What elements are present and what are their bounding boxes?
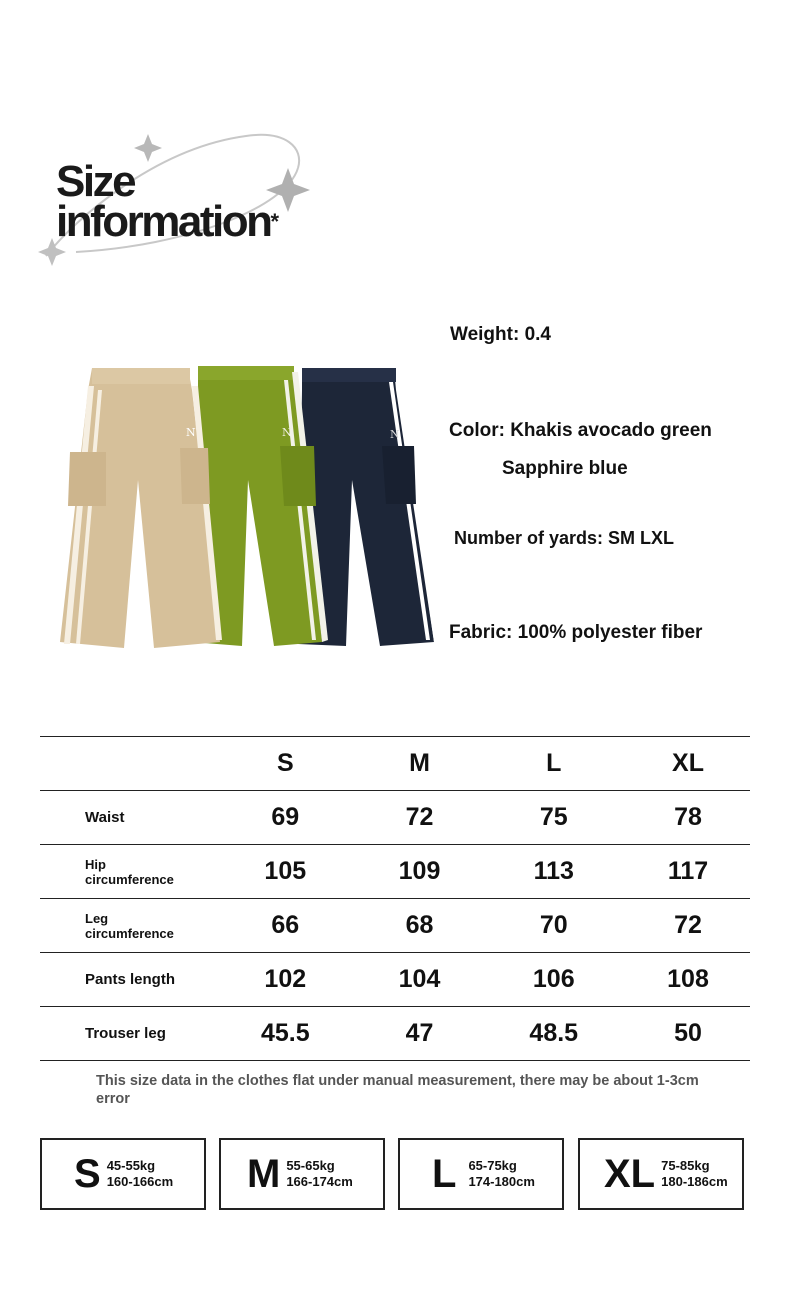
- weight-text: Weight: 0.4: [450, 324, 551, 345]
- size-guide-weight: 75-85kg: [661, 1158, 710, 1173]
- asterisk-icon: *: [270, 209, 280, 234]
- table-row: [40, 1007, 750, 1061]
- row-label-waist: Waist: [85, 809, 125, 826]
- header-size-m: M: [409, 749, 430, 777]
- table-header-row: [40, 737, 750, 791]
- table-cell: 72: [674, 911, 702, 939]
- row-label-trouser-leg: Trouser leg: [85, 1025, 166, 1042]
- header-size-xl: XL: [672, 749, 704, 777]
- table-cell: 72: [405, 803, 434, 831]
- size-guide-weight: 55-65kg: [286, 1158, 335, 1173]
- table-cell: 104: [398, 965, 441, 993]
- row-label-pants-length: Pants length: [85, 971, 176, 988]
- table-cell: 109: [398, 857, 441, 885]
- table-cell: 48.5: [529, 1019, 579, 1047]
- table-cell: 102: [264, 965, 307, 993]
- measurement-note: This size data in the clothes flat under manual measurement, there may be about 1-3cm error: [96, 1073, 699, 1107]
- size-guide-height: 180-186cm: [661, 1174, 728, 1189]
- color-text-continued: Sapphire blue: [502, 458, 628, 479]
- table-cell: 117: [667, 857, 709, 885]
- table-cell: 50: [674, 1019, 702, 1047]
- size-guide-details: [661, 1158, 728, 1190]
- row-label-hip: Hip circumference: [85, 856, 174, 887]
- brand-mark-icon: N: [390, 428, 400, 441]
- table-cell: 113: [533, 857, 574, 885]
- size-guide-box-l: [398, 1138, 564, 1210]
- header-size-s: S: [276, 749, 294, 777]
- size-information-logo: [36, 128, 336, 268]
- size-guide-weight: 65-75kg: [468, 1158, 517, 1173]
- table-row: [40, 845, 750, 899]
- table-cell: 106: [532, 965, 575, 993]
- table-cell: 105: [264, 857, 307, 885]
- table-cell: 69: [271, 803, 300, 831]
- product-image-three-pants: [52, 360, 437, 657]
- table-cell: 75: [539, 803, 568, 831]
- size-guide-height: 160-166cm: [106, 1174, 174, 1189]
- table-cell: 78: [674, 803, 702, 831]
- brand-mark-icon: N: [282, 426, 292, 439]
- table-cell: 68: [405, 911, 434, 939]
- pants-khaki: [60, 368, 222, 648]
- table-cell: 45.5: [260, 1019, 310, 1047]
- size-guide-letter: XL: [604, 1152, 656, 1196]
- table-cell: 70: [539, 911, 568, 939]
- table-row: [40, 791, 750, 845]
- table-row: [40, 953, 750, 1007]
- table-row: [40, 899, 750, 953]
- size-guide-letter: M: [247, 1152, 281, 1196]
- size-guide-details: [468, 1158, 535, 1190]
- size-guide-letter: L: [432, 1152, 457, 1196]
- size-guide-box-m: [219, 1138, 385, 1210]
- size-guide-box-s: [40, 1138, 206, 1210]
- yards-text: Number of yards: SM LXL: [454, 528, 675, 548]
- table-cell: 47: [405, 1019, 434, 1047]
- size-guide-details: [286, 1158, 353, 1190]
- table-cell: 66: [271, 911, 300, 939]
- table-cell: 108: [667, 965, 709, 993]
- star-icon: [134, 134, 162, 162]
- size-guide-height: 166-174cm: [286, 1174, 353, 1189]
- size-table: [40, 736, 750, 1061]
- brand-mark-icon: N: [186, 426, 196, 439]
- size-guide-letter: S: [74, 1152, 101, 1196]
- size-guide-details: [107, 1158, 174, 1190]
- logo-word-size: Size: [56, 157, 135, 206]
- header-blank-cell: [40, 737, 213, 791]
- header-size-l: L: [546, 749, 562, 777]
- color-text: Color: Khakis avocado green: [449, 420, 712, 441]
- size-guide-box-xl: [578, 1138, 744, 1210]
- logo-word-information: information*: [56, 197, 280, 246]
- row-label-leg: Leg circumference: [85, 910, 174, 941]
- fabric-text: Fabric: 100% polyester fiber: [449, 622, 703, 643]
- size-guide-weight: 45-55kg: [106, 1158, 156, 1173]
- size-guide-height: 174-180cm: [468, 1174, 535, 1189]
